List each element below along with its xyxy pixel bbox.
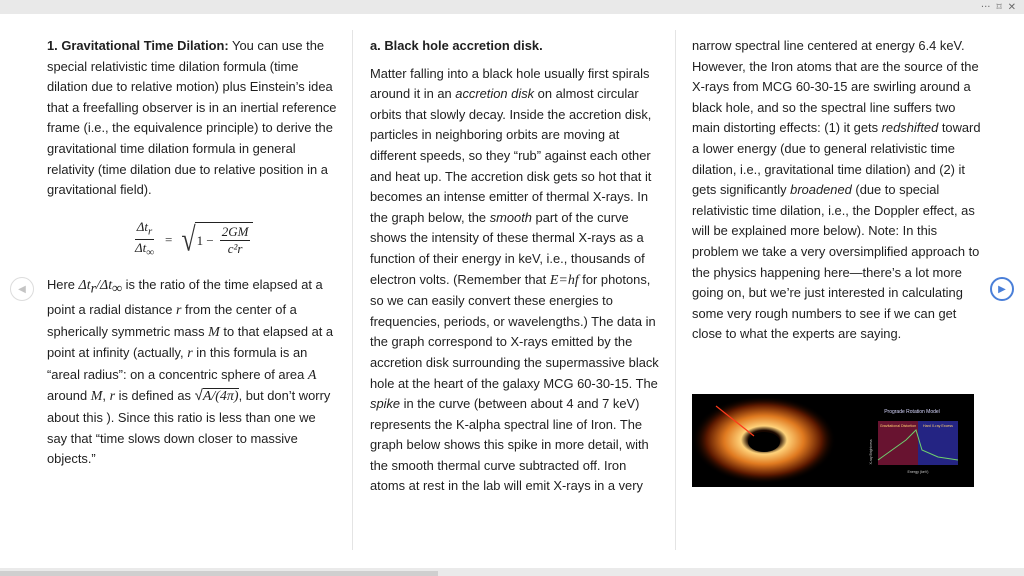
scrollbar-thumb[interactable]	[0, 571, 438, 576]
chevron-left-icon: ◀	[18, 283, 26, 295]
horizontal-scrollbar[interactable]	[0, 568, 1024, 576]
accretion-disk-illustration	[692, 394, 974, 487]
column-2	[370, 36, 660, 497]
column-1	[47, 36, 337, 470]
lhs-fraction: $\frac{\Delta t_r}{\Delta t_\infty}$	[135, 218, 154, 259]
accretion-paragraph: Matter falling into a black hole usually first spirals around it in an accretion disk on almost circular orbits that slowly decay. Inside the accretion disk, particles in neighboring orbits are moving at different speeds, so they “rub” against each other and heat up. The accretion disk gets so hot that it becomes an intense emitter of thermal X-rays. In the graph below, the smooth part of the curve shows the intensity of these thermal X-rays as a function of their energy in keV, i.e., thousands of electron volts. (Remember that E=hf for photons, so we can easily convert these energies to frequencies, periods, or wavelengths.) The data in the graph correspond to X-rays emitted by the accretion disk surrounding the supermassive black hole at the heart of the galaxy MCG 60-30-15. The spike in the curve (between about 4 and 7 keV) represents the K-alpha spectral line of Iron. The graph below shows this spike in more detail, with the smooth thermal curve subtracted off. Iron atoms at rest in the lab will emit X-rays in a very	[370, 65, 659, 494]
column-divider	[675, 30, 676, 550]
inset-spectrum	[869, 421, 958, 474]
figure-title: Prograde Rotation Model	[884, 409, 940, 415]
label-hard-xray-excess: Hard X-ray Excess	[923, 424, 953, 428]
spectral-line-paragraph: narrow spectral line centered at energy 6.4 keV. However, the Iron atoms that are the source of the X-rays from MCG 60-30-15 are swirling around a black hole, and so the spectral line suffers two main distorting effects: (1) it gets redshifted toward a lower energy (due to general relativistic time dilation, i.e., gravitational time dilation) and (2) it gets significantly broadened (due to special relativistic time dilation, i.e., the Doppler effect, as will be explained more below). Note: In this problem we take a very oversimplified approach to the physics happening here—there’s a lot more going on, but we’re just interested in calculating some very rough numbers to see if we can get close to what the experts are saying.	[692, 38, 981, 342]
x-axis-label: Energy (keV)	[907, 470, 929, 474]
time-dilation-formula: $\frac{\Delta t_r}{\Delta t_\infty}$ = √ 1 − $\frac{2GM}{\text{c²r}}$	[133, 219, 337, 261]
chevron-right-icon: ▶	[998, 283, 1006, 295]
section-heading: 1. Gravitational Time Dilation:	[47, 38, 229, 53]
column-divider	[352, 30, 353, 550]
column-3	[692, 36, 982, 345]
section-heading: a. Black hole accretion disk.	[370, 38, 543, 53]
restore-icon[interactable]: ⌑	[996, 1, 1002, 13]
next-page-button[interactable]	[990, 277, 1014, 301]
radical-sign: √	[181, 220, 196, 259]
more-options-icon[interactable]: ···	[980, 1, 991, 13]
close-icon[interactable]: ✕	[1007, 1, 1016, 13]
label-gravitational-distortion: Gravitational Distortion	[879, 424, 917, 428]
previous-page-button[interactable]	[10, 277, 34, 301]
accretion-disk-figure	[692, 394, 974, 487]
y-axis-label: X-ray Brightness	[869, 439, 873, 465]
rhs-fraction: $\frac{2GM}{\text{c²r}}$	[221, 224, 249, 257]
explanation-paragraph: Here $\Delta t_r/\Delta t_\infty$ is the ratio of the time elapsed at a point a radial distance r from the center of a spherically symmetric mass M to that elapsed at a point at infinity (actually, r in this formula is an “areal radius”: on a concentric sphere of area A around M, r is defined as √A/(4π), but don’t worry about this ). Since this ratio is less than one we say that “time slows down closer to massive objects.”	[47, 276, 334, 467]
square-root: √ 1 − $\frac{2GM}{\text{c²r}}$	[181, 222, 253, 257]
intro-paragraph: 1. Gravitational Time Dilation: You can use the special relativistic time dilation formula (time dilation due to relative motion) plus Einstein’s idea that a freefalling observer is in an inertial reference frame (i.e., the equivalence principle) to derive the gravitational time dilation formula in general relativity (time dilation due to relative position in a gravitational field).	[47, 38, 337, 198]
window-title-bar	[0, 0, 1024, 14]
